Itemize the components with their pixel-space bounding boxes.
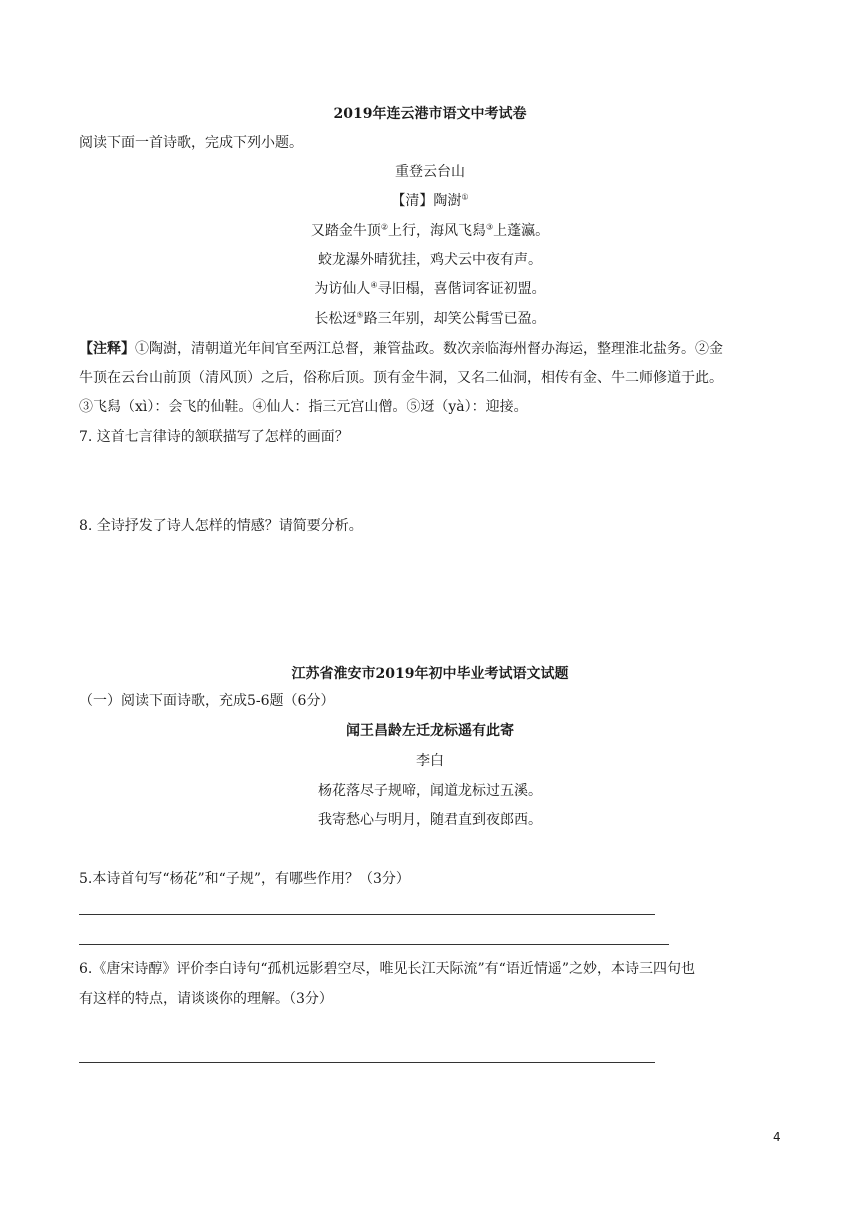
answer-line bbox=[79, 914, 655, 915]
poem2-title: 闻王昌龄左迁龙标遥有此寄 bbox=[346, 723, 514, 739]
poem1-line-4-a: 长松迓 bbox=[314, 311, 357, 327]
poem1-line-1 bbox=[0, 222, 860, 240]
notes-line-1 bbox=[79, 340, 723, 358]
poem1-line-3-b: 寻旧榻，喜偕词客证初盟。 bbox=[377, 281, 546, 297]
page-number: 4 bbox=[773, 1130, 781, 1144]
poem1-line-1-c: 上蓬瀛。 bbox=[493, 223, 550, 239]
question-6-line-2: 有这样的特点，请谈谈你的理解。（3分） bbox=[79, 991, 333, 1007]
poem1-line-4-b: 路三年别，却笑公髯雪已盈。 bbox=[363, 311, 546, 327]
footnote-marker: ④ bbox=[370, 280, 378, 290]
poem1-line-1-b: 上行，海风飞舄 bbox=[388, 223, 486, 239]
poem1-author-text: 【清】陶澍 bbox=[391, 193, 462, 209]
section2-instruction: （一）阅读下面诗歌，充成5-6题（6分） bbox=[79, 693, 335, 709]
poem2-author: 李白 bbox=[416, 753, 444, 769]
footnote-marker: ② bbox=[380, 222, 388, 232]
answer-line bbox=[79, 1062, 655, 1063]
footnote-marker: ① bbox=[461, 192, 469, 202]
section1-title: 2019年连云港市语文中考试卷 bbox=[333, 106, 527, 122]
section1-instruction: 阅读下面一首诗歌，完成下列小题。 bbox=[79, 135, 303, 151]
poem2-line-1: 杨花落尽子规啼，闻道龙标过五溪。 bbox=[318, 783, 542, 799]
poem2-line-2: 我寄愁心与明月，随君直到夜郎西。 bbox=[318, 812, 542, 828]
poem1-line-1-a: 又踏金牛顶 bbox=[310, 223, 381, 239]
poem1-line-4 bbox=[0, 310, 860, 328]
notes-text-1: ①陶澍，清朝道光年间官至两江总督，兼管盐政。数次亲临海州督办海运，整理淮北盐务。②金 bbox=[135, 341, 723, 357]
question-6-line-1: 6.《唐宋诗醇》评价李白诗句“孤机远影碧空尽，唯见长江天际流”有“语近情遥”之妙，本诗三四句也 bbox=[79, 961, 695, 977]
poem1-title: 重登云台山 bbox=[395, 164, 465, 180]
section2-title: 江苏省淮安市2019年初中毕业考试语文试题 bbox=[291, 666, 569, 682]
notes-line-3: ③飞舄（xì）：会飞的仙鞋。④仙人：指三元宫山僧。⑤迓（yà）：迎接。 bbox=[79, 399, 528, 415]
footnote-marker: ③ bbox=[486, 222, 494, 232]
poem1-author bbox=[0, 192, 860, 210]
notes-label: 【注释】 bbox=[79, 341, 135, 357]
answer-line bbox=[79, 944, 669, 945]
question-5: 5.本诗首句写“杨花”和“子规”，有哪些作用？（3分） bbox=[79, 871, 410, 887]
poem1-line-3-a: 为访仙人 bbox=[314, 281, 371, 297]
notes-line-2: 牛顶在云台山前顶（清风顶）之后，俗称后顶。顶有金牛洞，又名二仙洞，相传有金、牛二师修道于此。 bbox=[79, 370, 723, 386]
question-8: 8. 全诗抒发了诗人怎样的情感？请简要分析。 bbox=[79, 518, 363, 534]
question-7: 7. 这首七言律诗的颔联描写了怎样的画面？ bbox=[79, 429, 349, 445]
poem1-line-2: 蛟龙瀑外晴犹挂，鸡犬云中夜有声。 bbox=[318, 252, 542, 268]
poem1-line-3 bbox=[0, 280, 860, 298]
footnote-marker: ⑤ bbox=[356, 310, 364, 320]
